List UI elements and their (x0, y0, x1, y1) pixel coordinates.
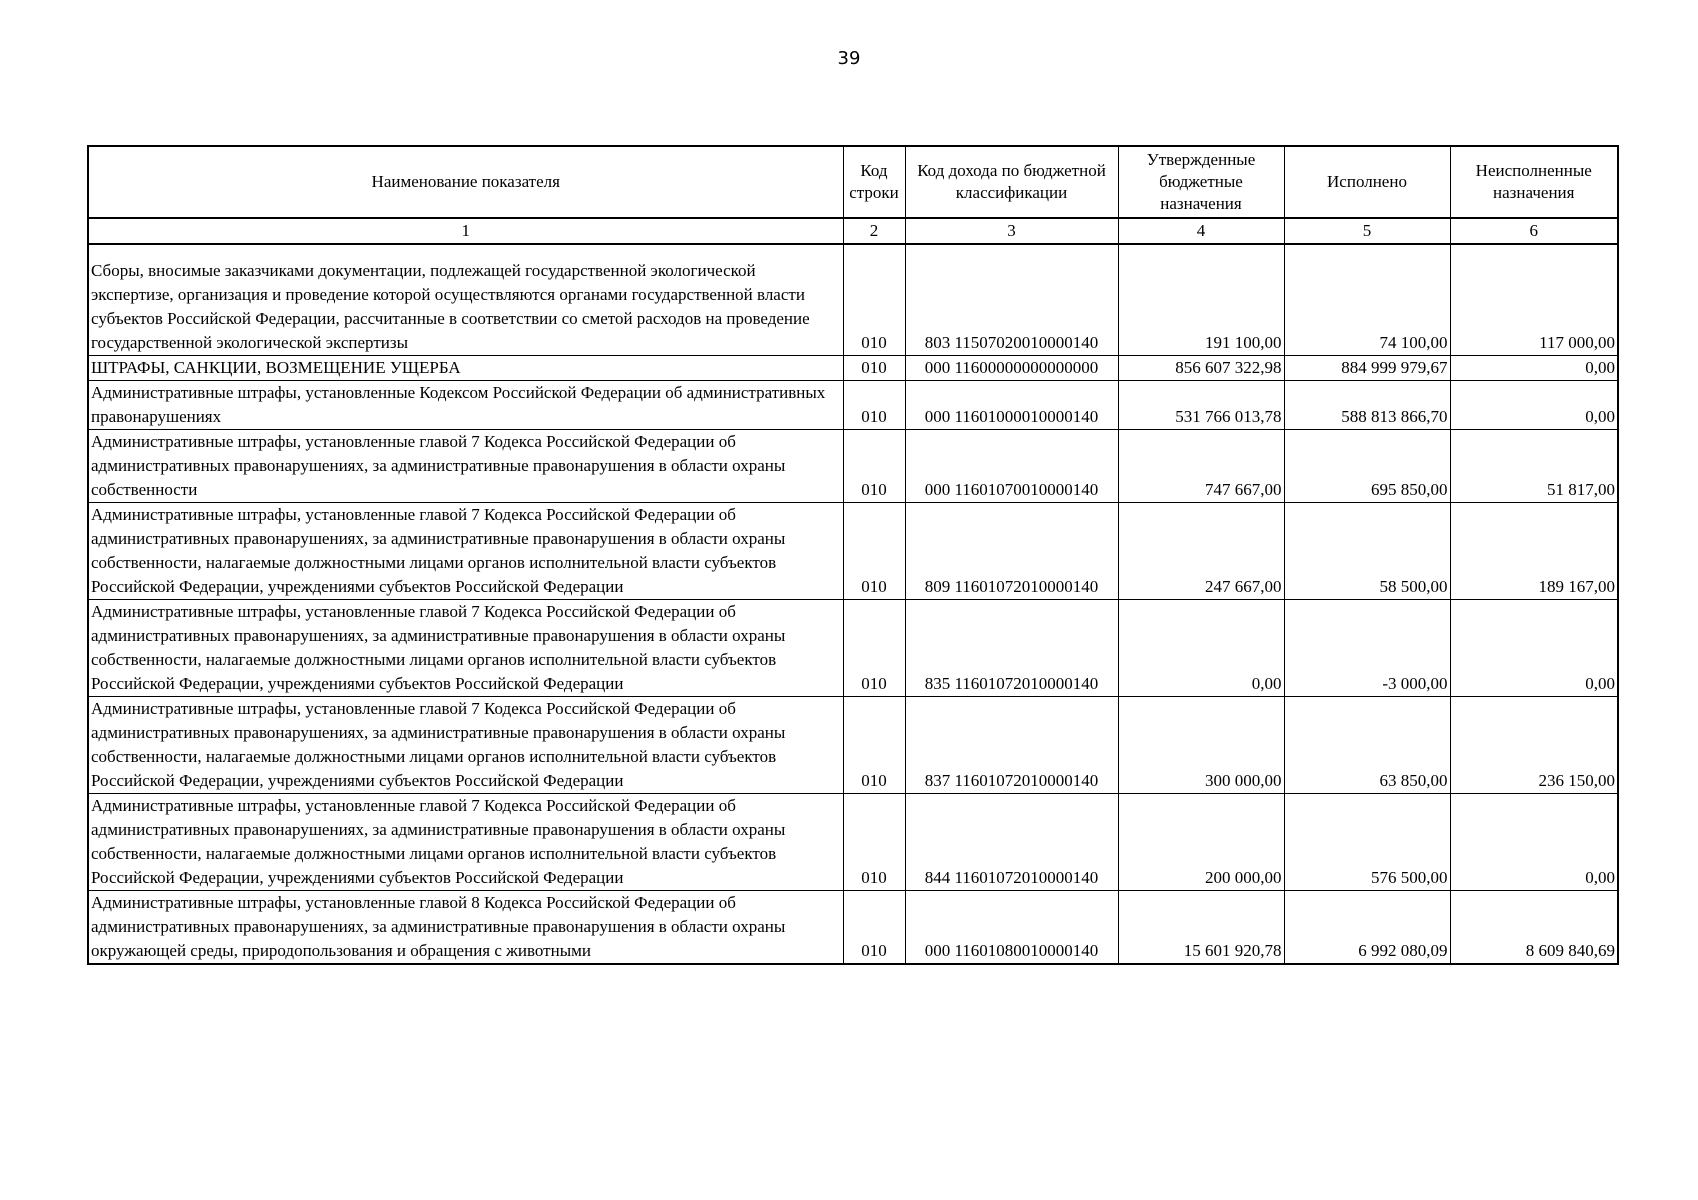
approved-amount: 856 607 322,98 (1118, 356, 1284, 381)
unexecuted-amount: 0,00 (1450, 356, 1618, 381)
table-row (88, 503, 1618, 600)
page-number: 39 (837, 48, 861, 69)
line-code: 010 (843, 794, 905, 891)
column-number: 1 (88, 218, 843, 244)
income-code: 809 11601072010000140 (905, 503, 1118, 600)
executed-amount: 74 100,00 (1284, 244, 1450, 356)
line-code: 010 (843, 697, 905, 794)
table-row (88, 381, 1618, 430)
unexecuted-amount: 8 609 840,69 (1450, 891, 1618, 965)
table-row (88, 430, 1618, 503)
header-name: Наименование показателя (88, 146, 843, 218)
budget-execution-table (87, 145, 1619, 965)
income-code: 844 11601072010000140 (905, 794, 1118, 891)
table-row (88, 600, 1618, 697)
income-code: 000 11601080010000140 (905, 891, 1118, 965)
income-code: 835 11601072010000140 (905, 600, 1118, 697)
executed-amount: 695 850,00 (1284, 430, 1450, 503)
line-code: 010 (843, 244, 905, 356)
indicator-name: Сборы, вносимые заказчиками документации, подлежащей государственной экологической экспертизе, организация и проведение которой осуществляются органами государственной власти субъектов Российской Федерации, рассчитанные в соответствии со сметой расходов на проведение государственной экологической экспертизы (88, 244, 843, 356)
income-code: 837 11601072010000140 (905, 697, 1118, 794)
indicator-name: Административные штрафы, установленные главой 7 Кодекса Российской Федерации об административных правонарушениях, за административные правонарушения в области охраны собственности, налагаемые должностными лицами органов исполнительной власти субъектов Российской Федерации, учреждениями субъектов Российской Федерации (88, 794, 843, 891)
executed-amount: 588 813 866,70 (1284, 381, 1450, 430)
approved-amount: 747 667,00 (1118, 430, 1284, 503)
line-code: 010 (843, 891, 905, 965)
approved-amount: 15 601 920,78 (1118, 891, 1284, 965)
indicator-name: Административные штрафы, установленные главой 8 Кодекса Российской Федерации об административных правонарушениях, за административные правонарушения в области охраны окружающей среды, природопользования и обращения с животными (88, 891, 843, 965)
income-code: 000 11601000010000140 (905, 381, 1118, 430)
approved-amount: 0,00 (1118, 600, 1284, 697)
line-code: 010 (843, 600, 905, 697)
header-row (88, 146, 1618, 218)
line-code: 010 (843, 503, 905, 600)
executed-amount: 6 992 080,09 (1284, 891, 1450, 965)
column-number: 6 (1450, 218, 1618, 244)
unexecuted-amount: 0,00 (1450, 381, 1618, 430)
table-row (88, 356, 1618, 381)
unexecuted-amount: 51 817,00 (1450, 430, 1618, 503)
unexecuted-amount: 236 150,00 (1450, 697, 1618, 794)
table-row (88, 697, 1618, 794)
unexecuted-amount: 117 000,00 (1450, 244, 1618, 356)
indicator-name: Административные штрафы, установленные главой 7 Кодекса Российской Федерации об административных правонарушениях, за административные правонарушения в области охраны собственности, налагаемые должностными лицами органов исполнительной власти субъектов Российской Федерации, учреждениями субъектов Российской Федерации (88, 697, 843, 794)
line-code: 010 (843, 430, 905, 503)
indicator-name: Административные штрафы, установленные Кодексом Российской Федерации об административных правонарушениях (88, 381, 843, 430)
header-line-code: Код строки (843, 146, 905, 218)
executed-amount: 576 500,00 (1284, 794, 1450, 891)
unexecuted-amount: 0,00 (1450, 600, 1618, 697)
line-code: 010 (843, 356, 905, 381)
unexecuted-amount: 0,00 (1450, 794, 1618, 891)
income-code: 000 11601070010000140 (905, 430, 1118, 503)
line-code: 010 (843, 381, 905, 430)
column-number: 3 (905, 218, 1118, 244)
executed-amount: 63 850,00 (1284, 697, 1450, 794)
header-income-code: Код дохода по бюджетной классификации (905, 146, 1118, 218)
approved-amount: 531 766 013,78 (1118, 381, 1284, 430)
executed-amount: 58 500,00 (1284, 503, 1450, 600)
header-executed: Исполнено (1284, 146, 1450, 218)
header-unexecuted: Неисполненные назначения (1450, 146, 1618, 218)
approved-amount: 247 667,00 (1118, 503, 1284, 600)
unexecuted-amount: 189 167,00 (1450, 503, 1618, 600)
column-number: 5 (1284, 218, 1450, 244)
column-number: 2 (843, 218, 905, 244)
header-approved: Утвержденные бюджетные назначения (1118, 146, 1284, 218)
approved-amount: 191 100,00 (1118, 244, 1284, 356)
column-number: 4 (1118, 218, 1284, 244)
indicator-name: ШТРАФЫ, САНКЦИИ, ВОЗМЕЩЕНИЕ УЩЕРБА (88, 356, 843, 381)
indicator-name: Административные штрафы, установленные главой 7 Кодекса Российской Федерации об административных правонарушениях, за административные правонарушения в области охраны собственности (88, 430, 843, 503)
executed-amount: -3 000,00 (1284, 600, 1450, 697)
approved-amount: 300 000,00 (1118, 697, 1284, 794)
indicator-name: Административные штрафы, установленные главой 7 Кодекса Российской Федерации об административных правонарушениях, за административные правонарушения в области охраны собственности, налагаемые должностными лицами органов исполнительной власти субъектов Российской Федерации, учреждениями субъектов Российской Федерации (88, 503, 843, 600)
approved-amount: 200 000,00 (1118, 794, 1284, 891)
table-row (88, 794, 1618, 891)
table-row (88, 891, 1618, 965)
table-row (88, 244, 1618, 356)
indicator-name: Административные штрафы, установленные главой 7 Кодекса Российской Федерации об административных правонарушениях, за административные правонарушения в области охраны собственности, налагаемые должностными лицами органов исполнительной власти субъектов Российской Федерации, учреждениями субъектов Российской Федерации (88, 600, 843, 697)
executed-amount: 884 999 979,67 (1284, 356, 1450, 381)
income-code: 803 11507020010000140 (905, 244, 1118, 356)
column-number-row (88, 218, 1618, 244)
income-code: 000 11600000000000000 (905, 356, 1118, 381)
